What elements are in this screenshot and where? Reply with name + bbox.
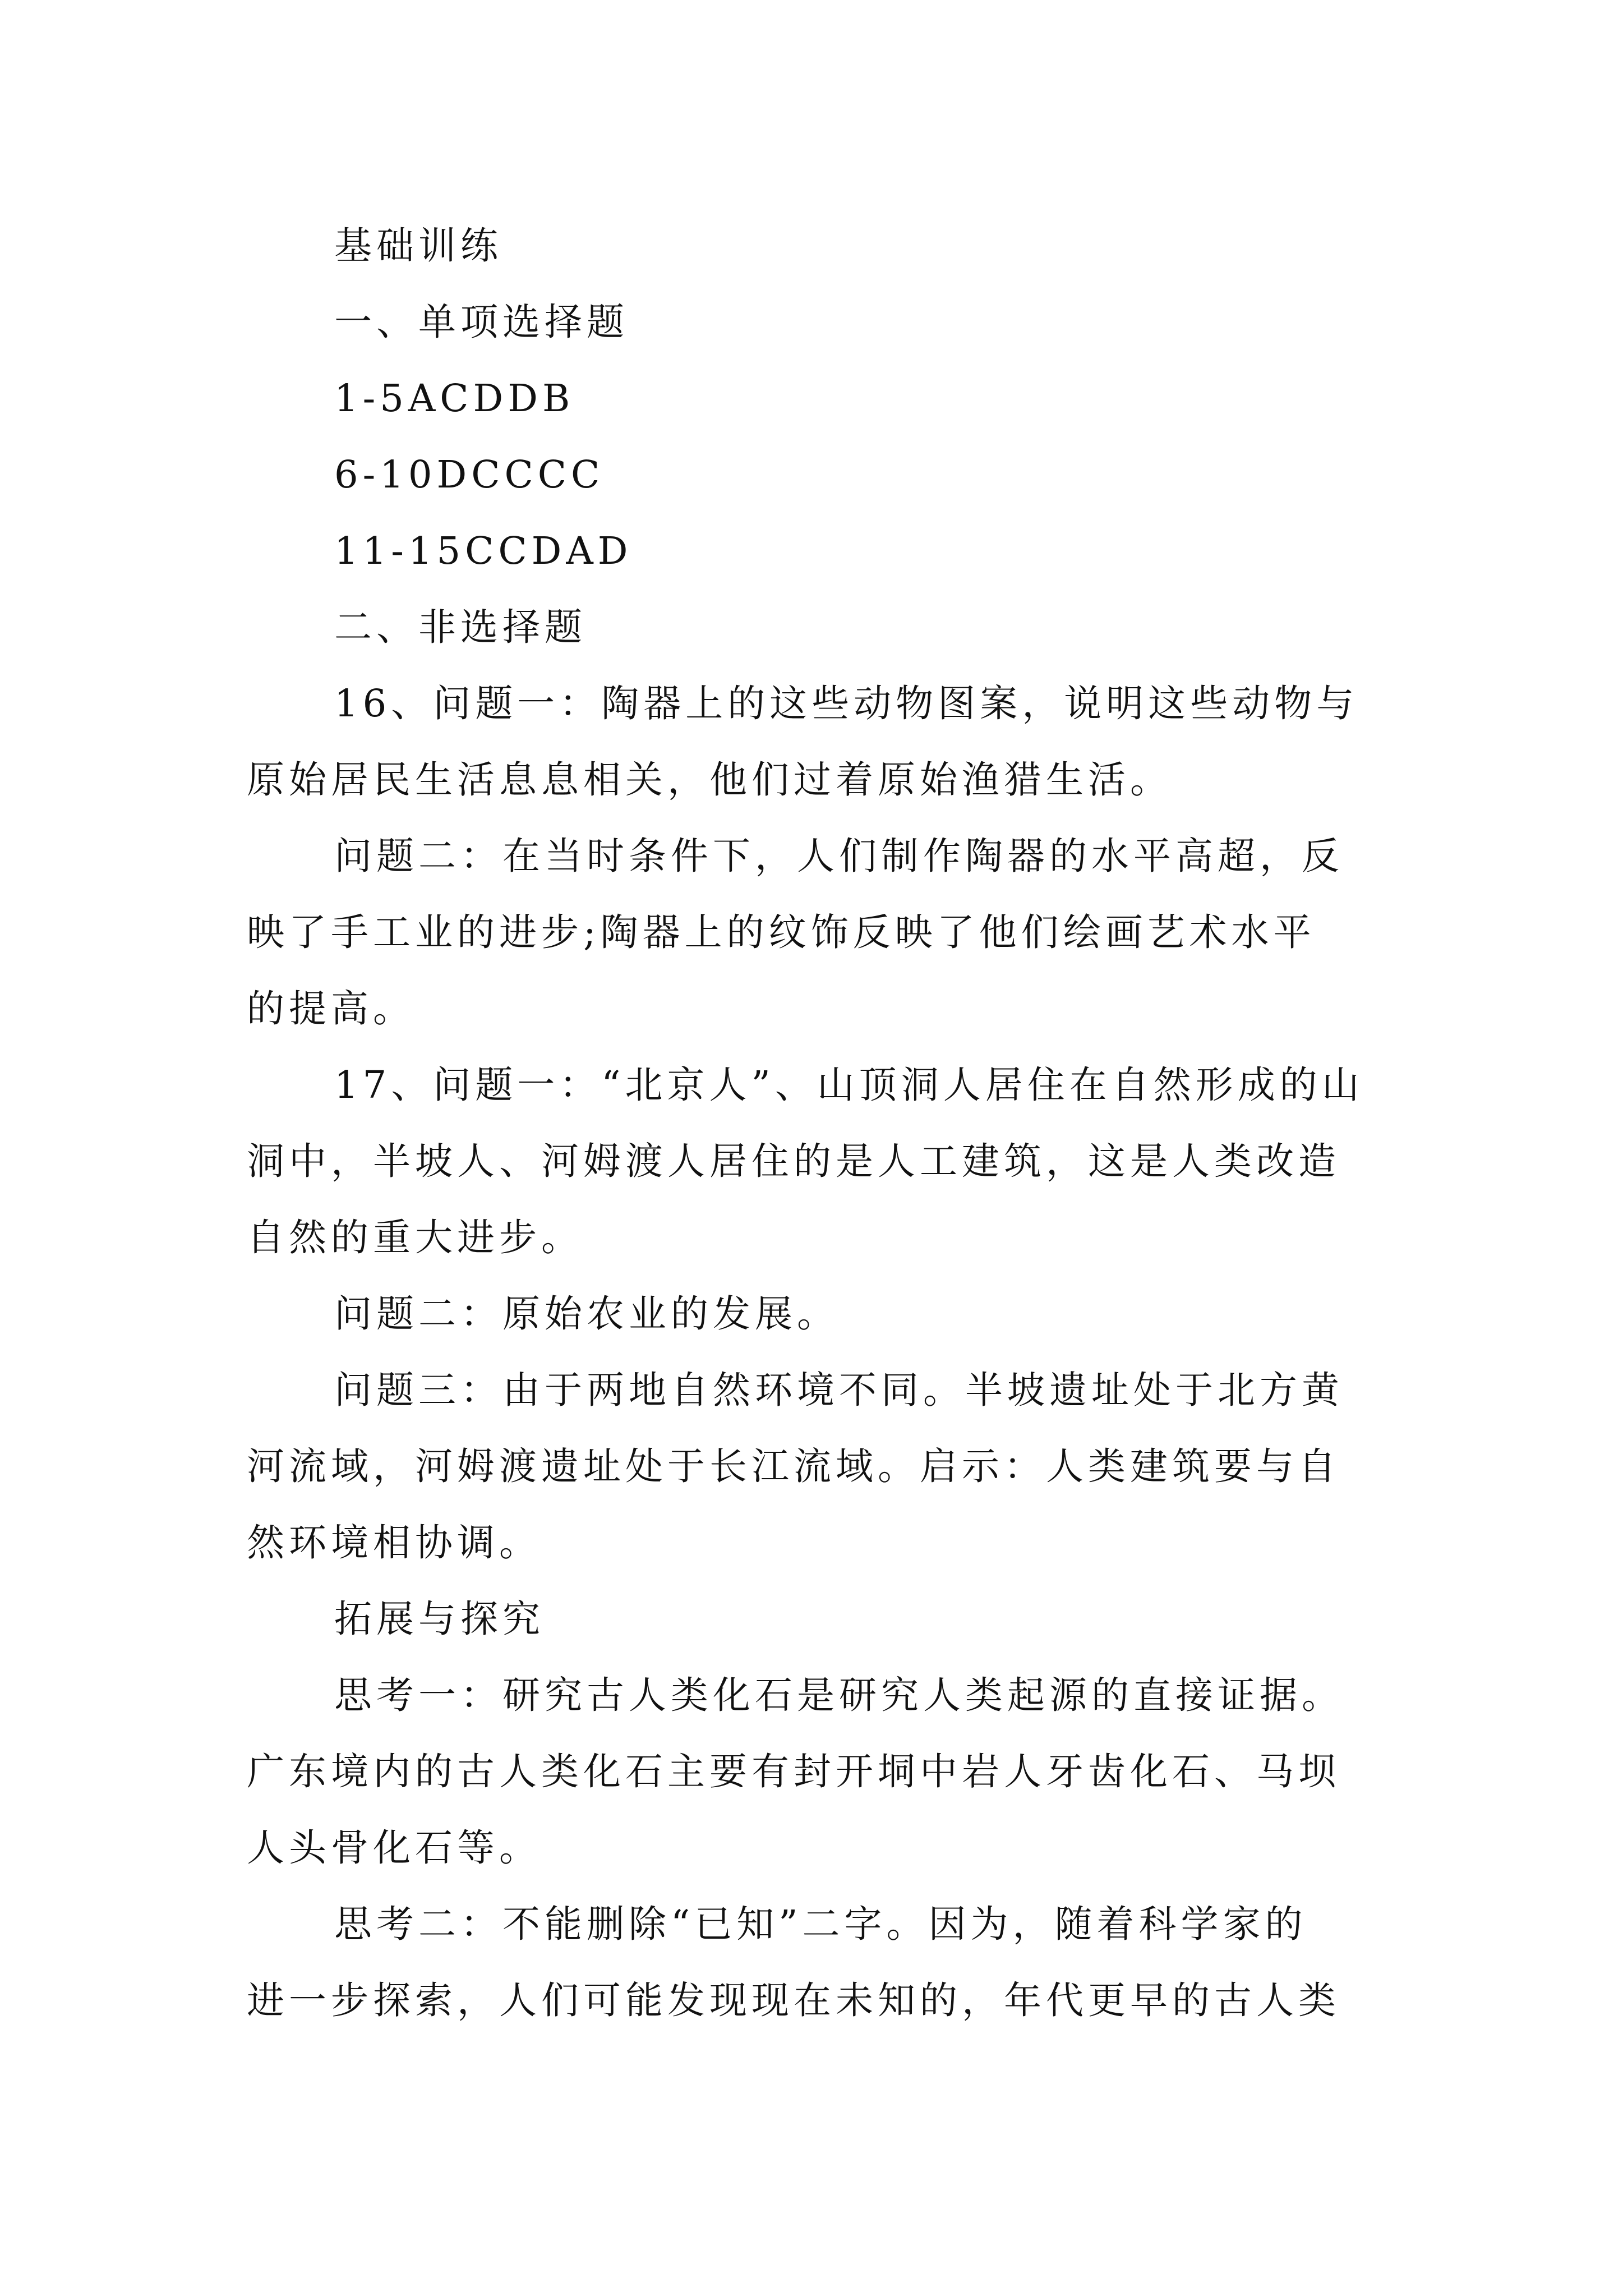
paragraph-line: 的提高。 [247,987,415,1030]
paragraph-line: 然环境相协调。 [247,1521,541,1565]
document-body [247,208,1385,2039]
paragraph-line: 自然的重大进步。 [247,1216,583,1259]
paragraph-line: 16、问题一：陶器上的这些动物图案，说明这些动物与 [334,682,1359,725]
paragraph-line: 思考一：研究古人类化石是研究人类起源的直接证据。 [334,1673,1344,1717]
answer-line-11-15: 11-15CCDAD [334,529,633,573]
paragraph-line: 洞中，半坡人、河姆渡人居住的是人工建筑，这是人类改造 [247,1139,1340,1183]
paragraph-line: 河流域，河姆渡遗址处于长江流域。启示：人类建筑要与自 [247,1444,1340,1488]
section-heading-basic-training: 基础训练 [334,224,502,268]
paragraph-line: 思考二：不能删除“已知”二字。因为，随着科学家的 [334,1902,1307,1946]
paragraph-line: 原始居民生活息息相关，他们过着原始渔猎生活。 [247,758,1172,802]
paragraph-line: 映了手工业的进步;陶器上的纹饰反映了他们绘画艺术水平 [247,910,1316,954]
paragraph-line: 问题二：原始农业的发展。 [334,1292,839,1336]
answer-line-1-5: 1-5ACDDB [334,376,575,420]
paragraph-line: 问题二：在当时条件下，人们制作陶器的水平高超，反 [334,834,1344,878]
paragraph-line: 问题三：由于两地自然环境不同。半坡遗址处于北方黄 [334,1368,1344,1412]
paragraph-line: 广东境内的古人类化石主要有封开垌中岩人牙齿化石、马坝 [247,1750,1340,1793]
paragraph-line: 进一步探索，人们可能发现现在未知的，年代更早的古人类 [247,1978,1340,2022]
section-heading-extension: 拓展与探究 [334,1597,545,1641]
answer-line-6-10: 6-10DCCCC [334,453,605,496]
paragraph-line: 人头骨化石等。 [247,1826,541,1870]
subsection-heading-single-choice: 一、单项选择题 [334,300,629,344]
subsection-heading-non-choice: 二、非选择题 [334,605,587,649]
paragraph-line: 17、问题一：“北京人”、山顶洞人居住在自然形成的山 [334,1063,1364,1107]
